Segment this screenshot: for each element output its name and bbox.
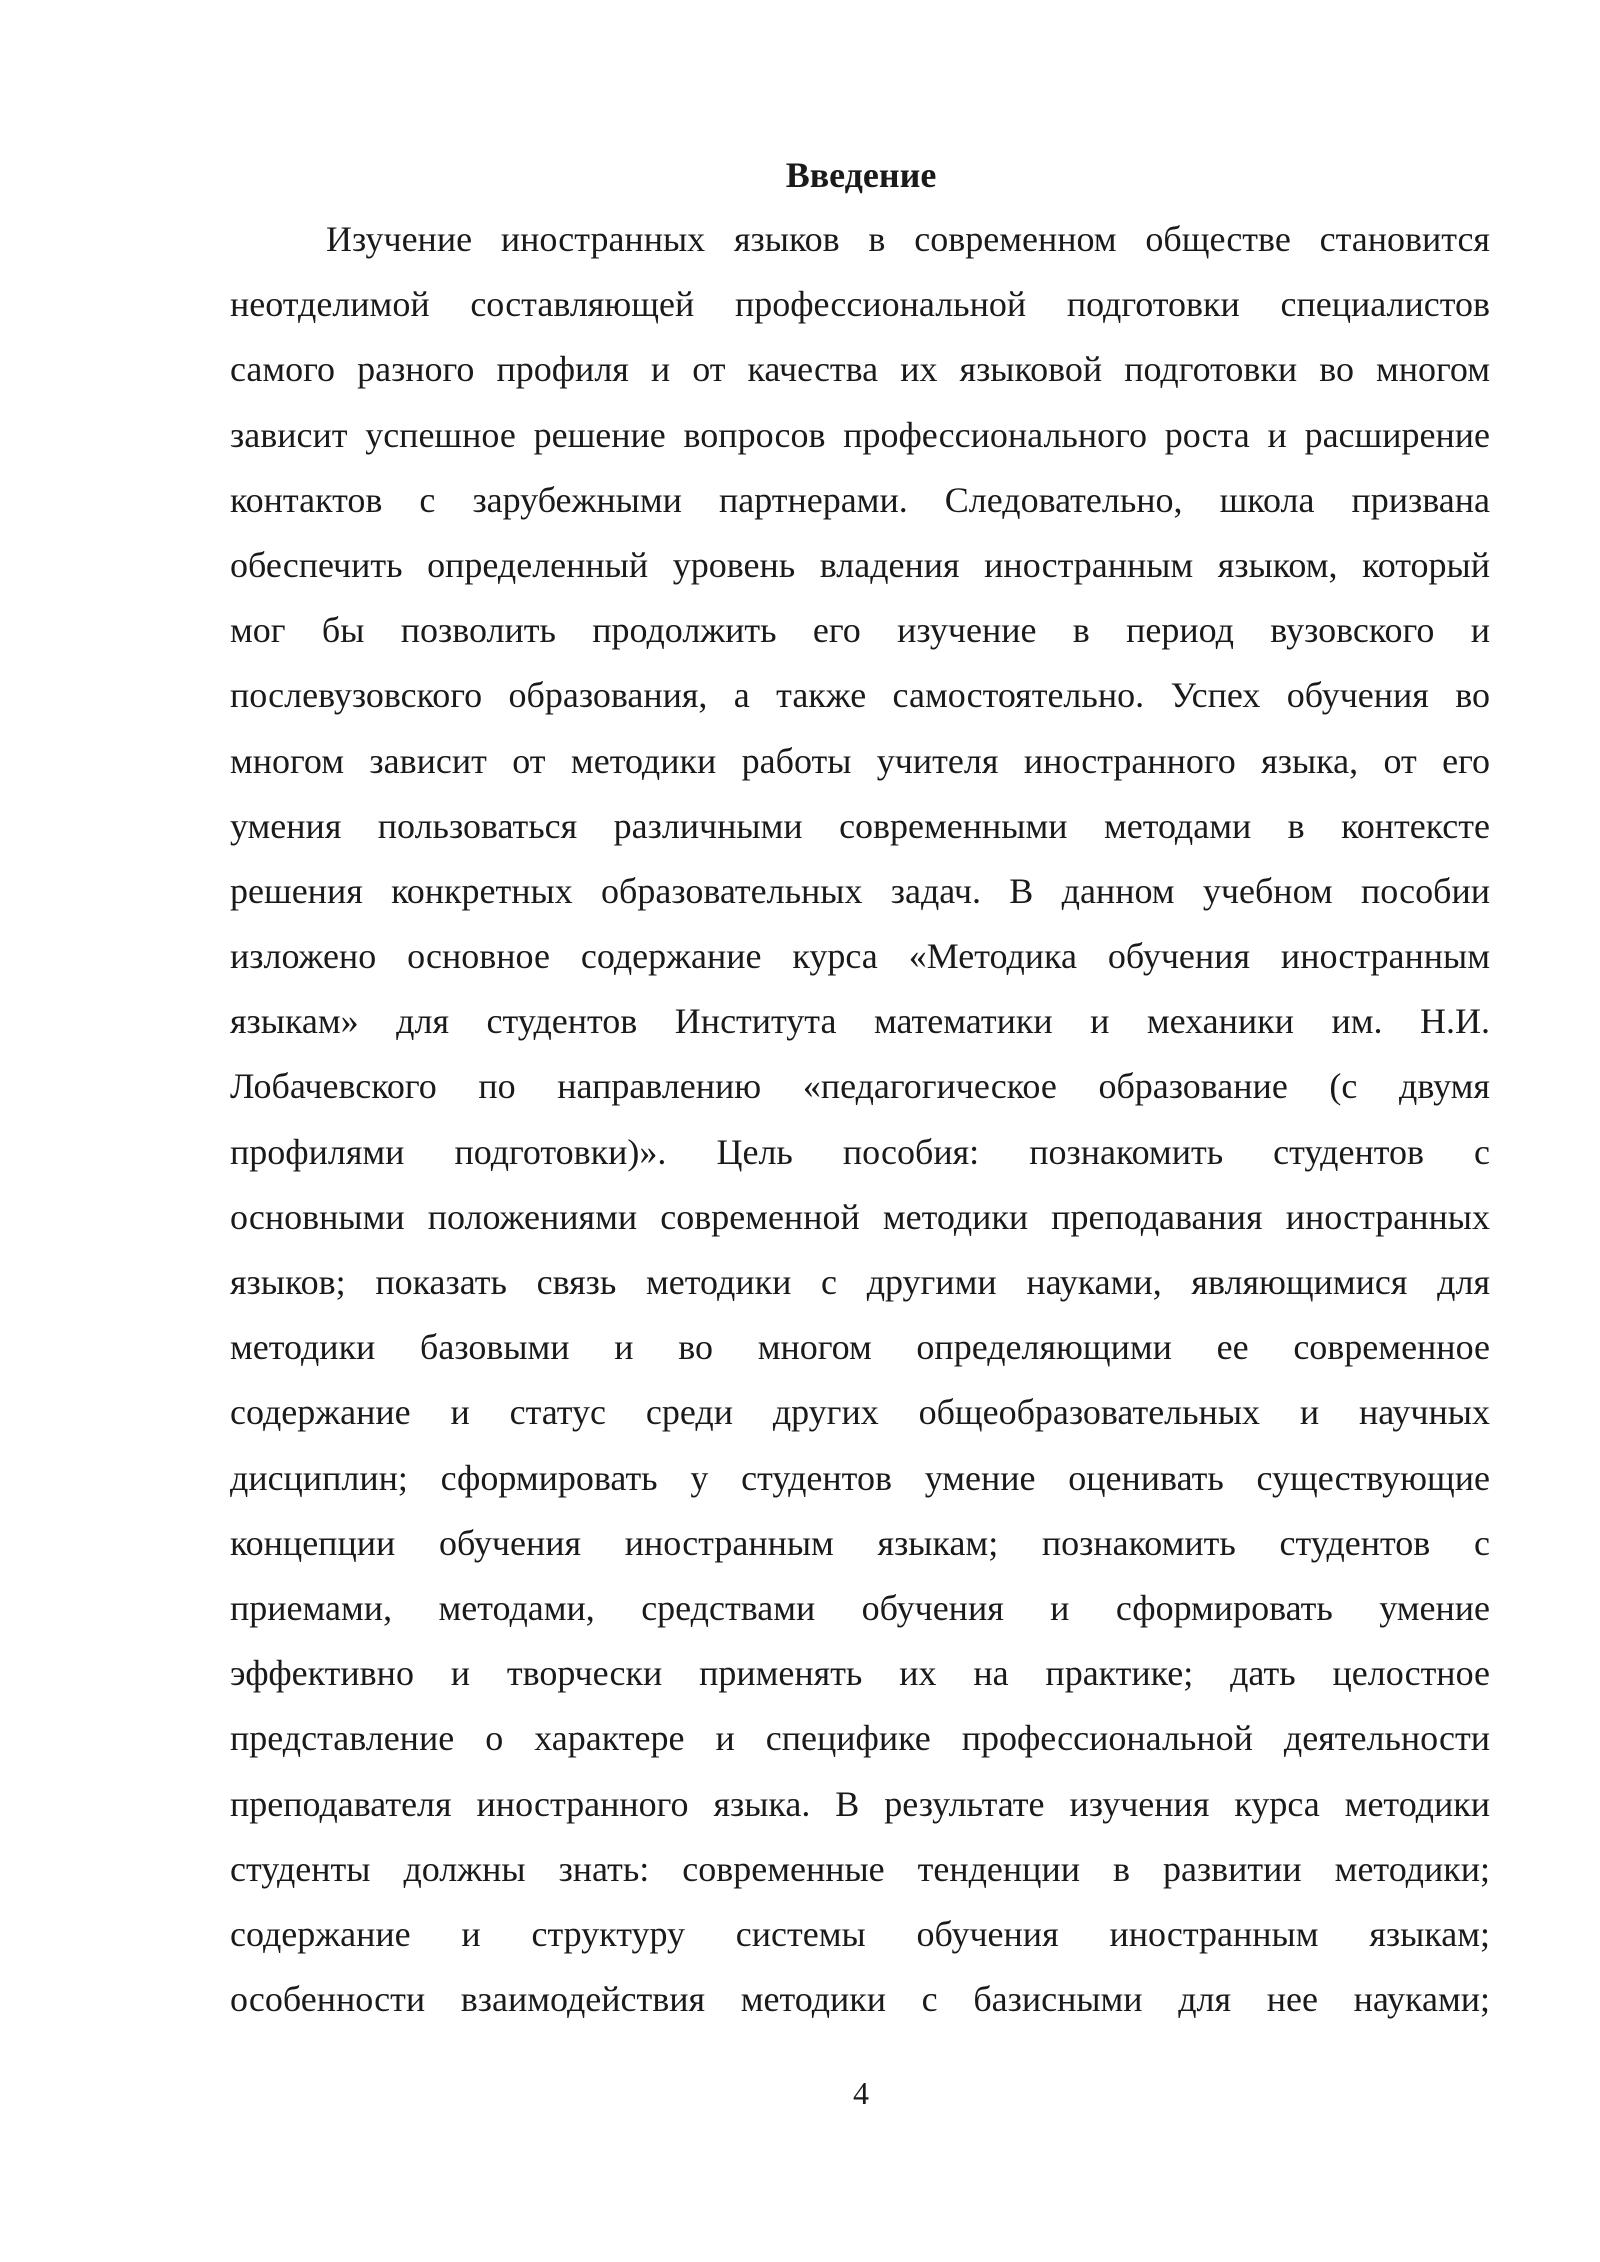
text-line: содержание и структуру системы обучения иностранным языкам;: [230, 1913, 1490, 1954]
text-line: студенты должны знать: современные тенденции в развитии методики;: [230, 1848, 1490, 1889]
text-line: основными положениями современной методики преподавания иностранных: [230, 1196, 1490, 1237]
text-line: языков; показать связь методики с другими науками, являющимися для: [230, 1262, 1490, 1302]
text-line: контактов с зарубежными партнерами. Следовательно, школа призвана: [230, 479, 1490, 520]
text-line: послевузовского образования, а также самостоятельно. Успех обучения во: [230, 675, 1490, 716]
text-line: эффективно и творчески применять их на практике; дать целостное: [230, 1653, 1490, 1694]
section-heading: Введение: [785, 155, 937, 195]
text-line: многом зависит от методики работы учителя иностранного языка, от его: [230, 740, 1490, 781]
text-line: изложено основное содержание курса «Методика обучения иностранным: [230, 936, 1490, 977]
text-line: особенности взаимодействия методики с базисными для нее науками;: [230, 1979, 1490, 2020]
text-line: неотделимой составляющей профессиональной подготовки специалистов: [230, 284, 1490, 325]
page-number: 4: [853, 2075, 869, 2111]
text-line: представление о характере и специфике профессиональной деятельности: [230, 1718, 1490, 1759]
text-line: обеспечить определенный уровень владения иностранным языком, который: [230, 544, 1490, 585]
text-line: концепции обучения иностранным языкам; познакомить студентов с: [230, 1522, 1490, 1563]
text-line: языкам» для студентов Института математики и механики им. Н.И.: [230, 1001, 1490, 1042]
text-line: преподавателя иностранного языка. В результате изучения курса методики: [230, 1783, 1490, 1824]
text-line: Изучение иностранных языков в современном обществе становится: [326, 219, 1490, 259]
text-line: умения пользоваться различными современными методами в контексте: [230, 805, 1490, 846]
text-line: решения конкретных образовательных задач. В данном учебном пособии: [230, 870, 1490, 911]
text-line: Лобачевского по направлению «педагогическое образование (с двумя: [230, 1066, 1490, 1107]
text-line: мог бы позволить продолжить его изучение в период вузовского и: [230, 610, 1490, 651]
text-line: содержание и статус среди других общеобразовательных и научных: [230, 1392, 1490, 1433]
text-line: зависит успешное решение вопросов профессионального роста и расширение: [230, 414, 1490, 455]
text-line: самого разного профиля и от качества их языковой подготовки во многом: [230, 349, 1490, 390]
body-paragraph: [230, 207, 1490, 2032]
text-line: методики базовыми и во многом определяющими ее современное: [230, 1327, 1490, 1368]
text-line: приемами, методами, средствами обучения и сформировать умение: [230, 1587, 1490, 1628]
text-line: профилями подготовки)». Цель пособия: познакомить студентов с: [230, 1131, 1490, 1172]
text-line: дисциплин; сформировать у студентов умение оценивать существующие: [230, 1457, 1490, 1498]
